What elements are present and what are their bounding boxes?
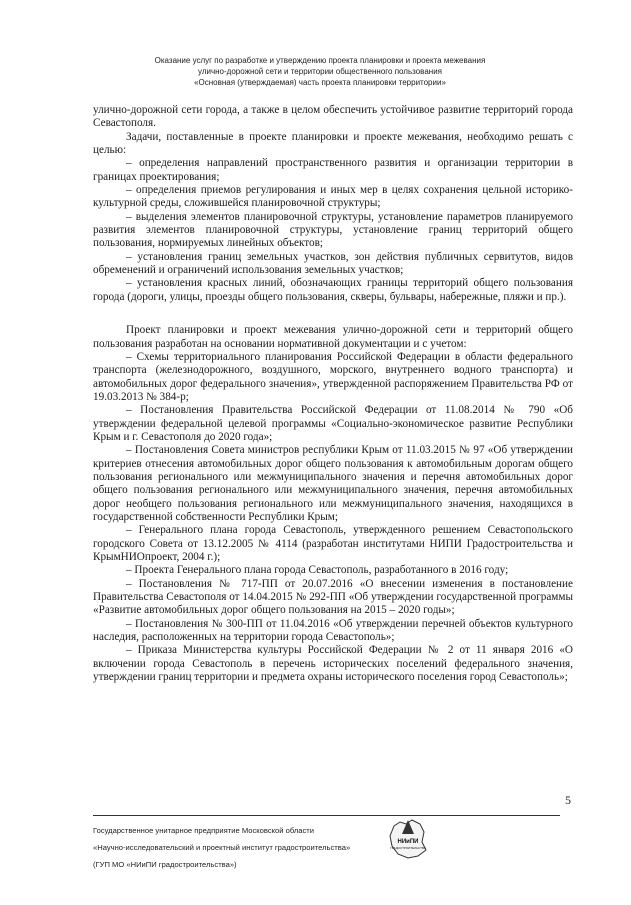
header-line-2: улично-дорожной сети и территории общественного пользования	[198, 67, 442, 76]
footer-line-1: Государственное унитарное предприятие Московской области	[93, 826, 315, 835]
footer-divider	[93, 815, 560, 816]
list-item-document: – Генерального плана города Севастополь, утвержденного решением Севастопольского городского Совета от 13.12.2005 № 4114 (разработан институтами НИПИ Градостроительства и КрымНИОпроект, 2004 г.);	[93, 524, 573, 563]
list-item-document: – Приказа Министерства культуры Российской Федерации № 2 от 11 января 2016 «О включении города Севастополь в перечень исторических поселений федерального значения, утверждении границ территории и предмета охраны исторического поселения город Севастополь»;	[93, 644, 573, 684]
logo-text-bottom: ГРАДОСТРОИТЕЛЬСТВА	[390, 846, 426, 850]
list-item-document: – Постановления Правительства Российской Федерации от 11.08.2014 № 790 «Об утверждении федеральной целевой программы «Социально-экономическое развитие Республики Крым и г. Севастополя до 2020 года»;	[93, 404, 573, 443]
footer-line-2: «Научно-исследовательский и проектный институт градостроительства»	[93, 843, 351, 852]
list-item-task: – установления красных линий, обозначающих границы территорий общего пользования города (дороги, улицы, проезды общего пользования, скверы, бульвары, набережные, пляжи и пр.).	[93, 277, 573, 303]
header-line-3: «Основная (утверждаемая) часть проекта планировки территории»	[194, 78, 446, 87]
page-number: 5	[565, 793, 571, 807]
list-item-document: – Постановления Совета министров республики Крым от 11.03.2015 № 97 «Об утверждении критериев отнесения автомобильных дорог общего пользования к автомобильным дорогам общего пользования регионального или межмуниципального значения и перечня автомобильных дорог общего пользования регионального или межмуниципального значения, перечня автомобильных дорог необщего пользования регионального или межмуниципального значения, находящихся в государственной собственности Республики Крым;	[93, 444, 573, 523]
footer-line-3: (ГУП МО «НИиПИ градостроительства»)	[93, 860, 237, 869]
list-item-document: – Постановления № 717-ПП от 20.07.2016 «О внесении изменения в постановление Правительства Севастополя от 14.04.2015 № 292-ПП «Об утверждении государственной программы «Развитие автомобильных дорог общего пользования на 2015 – 2020 годы»;	[93, 577, 573, 617]
document-body	[93, 104, 573, 684]
list-item-task: – определения направлений пространственного развития и организации территории в границах проектирования;	[93, 157, 573, 183]
list-item-document: – Схемы территориального планирования Российской Федерации в области федерального транспорта (железнодорожного, воздушного, морского, внутреннего водного транспорта) и автомобильных дорог федерального значения», утвержденной распоряжением Правительства РФ от 19.03.2013 № 384-р;	[93, 350, 573, 403]
paragraph-intro-continued: улично-дорожной сети города, а также в целом обеспечить устойчивое развитие территорий города Севастополя.	[93, 104, 573, 130]
page-header	[110, 55, 530, 88]
list-item-task: – установления границ земельных участков, зон действия публичных сервитутов, видов обременений и ограничений использования земельных участков;	[93, 250, 573, 277]
list-item-task: – определения приемов регулирования и иных мер в целях сохранения цельной историко-культурной среды, сложившейся планировочной структуры;	[93, 184, 573, 210]
logo-text-top: НИиПИ	[397, 839, 419, 845]
list-item-document: – Постановления № 300-ПП от 11.04.2016 «Об утверждении перечней объектов культурного наследия, расположенных на территории города Севастополь»;	[93, 617, 573, 644]
page-footer	[93, 822, 413, 873]
header-line-1: Оказание услуг по разработке и утверждению проекта планировки и проекта межевания	[154, 56, 486, 65]
paragraph-tasks: Задачи, поставленные в проекте планировки и проекте межевания, необходимо решать с целью:	[93, 130, 573, 157]
list-item-document: – Проекта Генерального плана города Севастополь, разработанного в 2016 году;	[126, 564, 509, 577]
paragraph-basis: Проект планировки и проект межевания улично-дорожной сети и территорий общего пользования разработан на основании нормативной документации и с учетом:	[93, 324, 573, 350]
institute-emblem-icon	[386, 816, 430, 862]
list-item-task: – выделения элементов планировочной структуры, установление параметров планируемого развития элементов планировочной структуры, установление границ территорий общего пользования, нормируемых линейных объектов;	[93, 210, 573, 250]
